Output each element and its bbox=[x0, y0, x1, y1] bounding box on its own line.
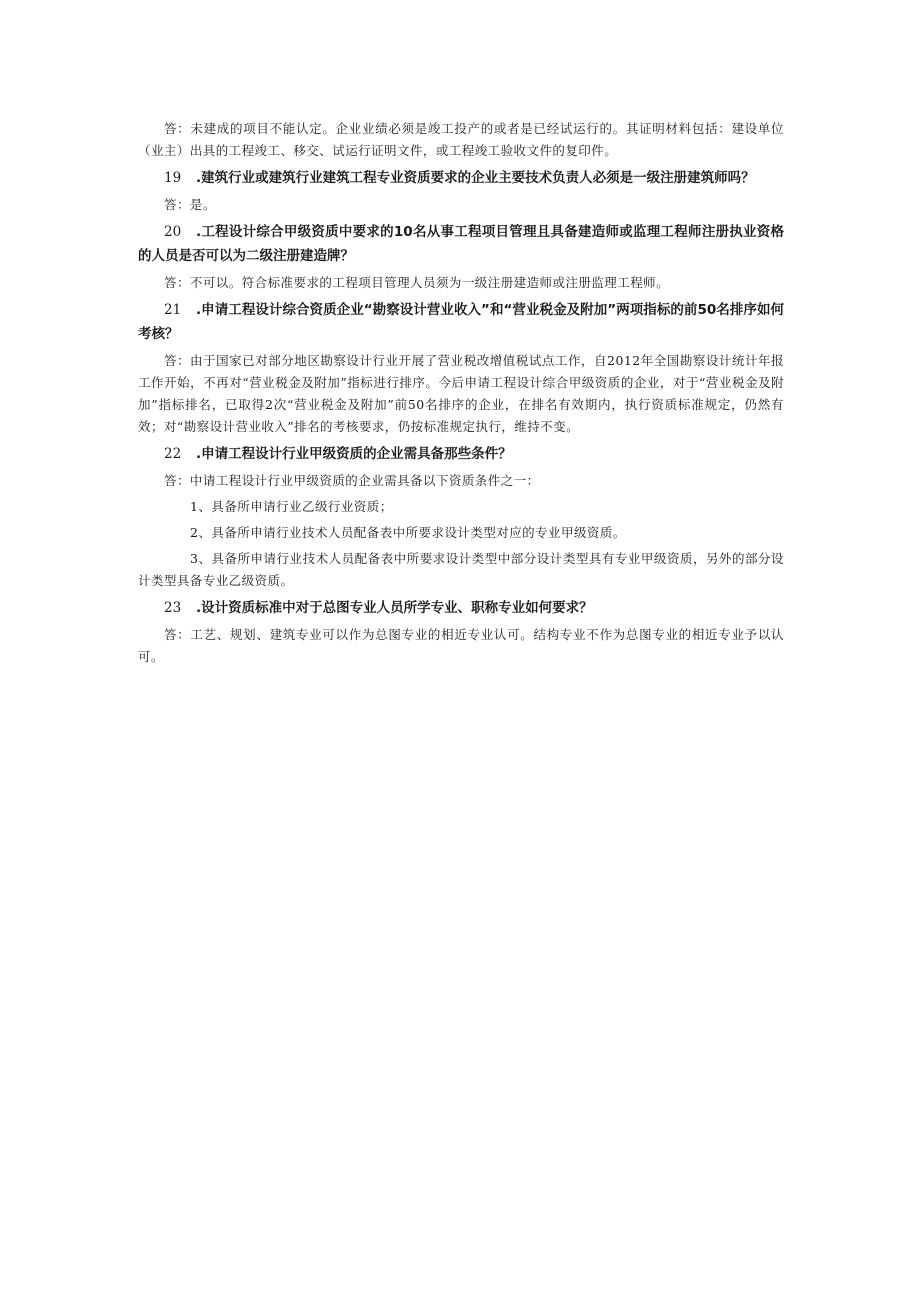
document-page bbox=[138, 118, 784, 672]
question-number: 21 bbox=[164, 302, 182, 318]
answer-paragraph: 答：由于国家已对部分地区勘察设计行业开展了营业税改增值税试点工作，自2012年全国勘察设计统计年报工作开始，不再对“营业税金及附加”指标进行排序。今后申请工程设计综合甲级资质的企业，对于“营业税金及附加”指标排名，已取得2次“营业税金及附加”前50名排序的企业，在排名有效期内，执行资质标准规定，仍然有效；对“勘察设计营业收入”排名的考核要求，仍按标准规定执行，维持不变。 bbox=[138, 353, 784, 434]
answer-paragraph: 答：不可以。符合标准要求的工程项目管理人员须为一级注册建造师或注册监理工程师。 bbox=[164, 275, 670, 290]
list-item: 1、具备所申请行业乙级行业资质； bbox=[190, 499, 393, 514]
question-text: .工程设计综合甲级资质中要求的10名从事工程项目管理且具备建造师或监理工程师注册执业资格的人员是否可以为二级注册建造牌？ bbox=[138, 224, 784, 264]
question-19 bbox=[138, 166, 784, 190]
question-22 bbox=[138, 442, 784, 466]
question-text: .申请工程设计综合资质企业“勘察设计营业收入”和“营业税金及附加”两项指标的前50名排序如何考核？ bbox=[138, 302, 784, 342]
question-number: 23 bbox=[164, 600, 182, 616]
question-text: .设计资质标准中对于总图专业人员所学专业、职称专业如何要求？ bbox=[196, 600, 593, 616]
answer-paragraph: 答：中请工程设计行业甲级资质的企业需具备以下资质条件之一： bbox=[164, 473, 540, 488]
question-23 bbox=[138, 596, 784, 620]
question-number: 20 bbox=[164, 224, 182, 240]
list-item: 3、具备所申请行业技术人员配备表中所要求设计类型中部分设计类型具有专业甲级资质，另外的部分设计类型具备专业乙级资质。 bbox=[138, 551, 784, 588]
question-20 bbox=[138, 220, 784, 268]
question-number: 19 bbox=[164, 170, 182, 186]
question-number: 22 bbox=[164, 446, 182, 462]
answer-paragraph: 答：是。 bbox=[164, 197, 216, 212]
question-21 bbox=[138, 298, 784, 346]
question-text: .申请工程设计行业甲级资质的企业需具备那些条件？ bbox=[196, 446, 512, 462]
answer-paragraph: 答：工艺、规划、建筑专业可以作为总图专业的相近专业认可。结构专业不作为总图专业的相近专业予以认可。 bbox=[138, 627, 784, 664]
question-text: .建筑行业或建筑行业建筑工程专业资质要求的企业主要技术负责人必须是一级注册建筑师吗？ bbox=[196, 170, 755, 186]
answer-paragraph: 答：未建成的项目不能认定。企业业绩必须是竣工投产的或者是已经试运行的。其证明材料包括：建设单位（业主）出具的工程竣工、移交、试运行证明文件，或工程竣工验收文件的复印件。 bbox=[138, 121, 784, 158]
list-item: 2、具备所申请行业技术人员配备表中所要求设计类型对应的专业甲级资质。 bbox=[190, 525, 626, 540]
